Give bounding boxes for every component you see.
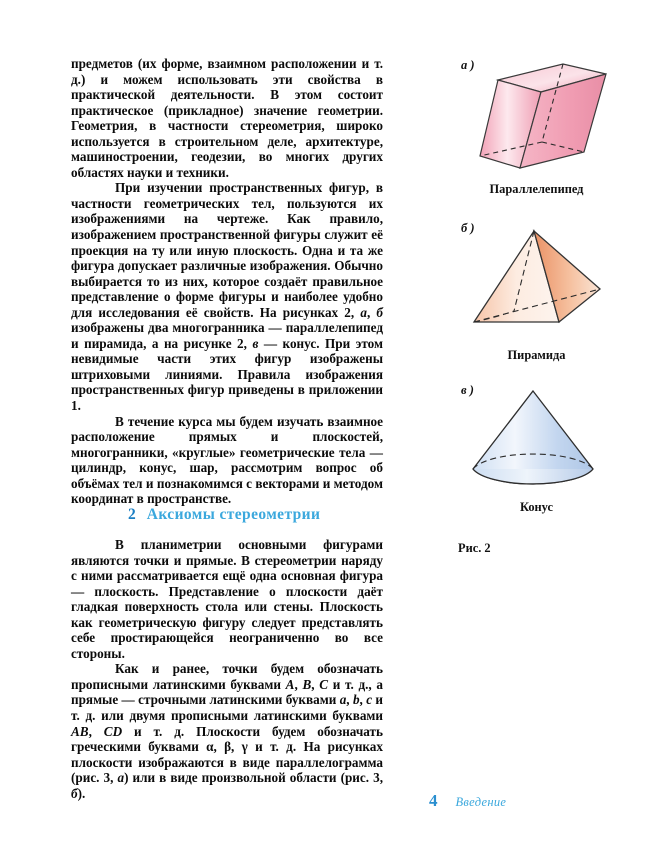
figure-caption-pyramid: Пирамида: [507, 348, 566, 362]
figure-cone: [458, 381, 643, 515]
paragraph-5-text-part-2: и т. д., а прямые — строчными латинскими буквами: [71, 676, 383, 708]
paragraph-1: предметов (их форме, взаимном расположении и т. д.) и можем использовать эти свойства в практической деятельности. В этом состоит практическое (прикладное) значение геометрии. Геометрия, в частности стереометрия, широко используется в строительном деле, архитектуре, машиностроении, геодезии, во многих других областях науки и техники.: [71, 56, 383, 180]
figure-letter-b: б ): [461, 221, 475, 235]
paragraph-5-text-part-6: ).: [77, 785, 86, 801]
figure-parallelepiped: [458, 56, 643, 197]
line-label-CD: CD: [103, 723, 123, 739]
paragraph-5: [71, 661, 383, 801]
line-label-c: c: [366, 692, 373, 708]
paragraph-2-text-part-4: —: [258, 335, 283, 351]
parallelepiped-illustration: [458, 56, 643, 181]
paragraph-4: [71, 537, 383, 661]
line-label-b: b: [352, 692, 360, 708]
body-text-column: [71, 56, 383, 507]
figure-pyramid: [458, 219, 643, 363]
sep-4: ,: [346, 692, 353, 708]
figure-caption-parallelepiped: Параллелепипед: [489, 182, 584, 196]
figure-letter-c: в ): [461, 383, 474, 397]
point-label-A: A: [285, 676, 295, 692]
sep-1: ,: [366, 304, 377, 320]
figure-ref-a: а: [360, 304, 367, 320]
section-title: Аксиомы стереометрии: [146, 506, 321, 523]
sep-3: ,: [311, 676, 320, 692]
term-cone: конус: [282, 335, 317, 351]
point-label-C: C: [319, 676, 329, 692]
sep-6: ,: [88, 723, 104, 739]
term-plane: плоскость: [94, 583, 156, 599]
point-label-B: B: [302, 676, 312, 692]
body-text-column-lower: [71, 537, 383, 801]
section-heading: [128, 506, 320, 524]
pyramid-illustration: [458, 219, 643, 347]
paragraph-4-text-part-1: В планиметрии основными фигурами являются точки и прямые. В стереометрии наряду с ними рассматривается ещё одна основная фигура —: [71, 537, 383, 599]
paragraph-5-text-part-4: и т. д. Плоскости будем обозначать греческими буквами α, β, γ и т. д. На рисунках плоскости изображаются в виде параллелограмма (рис. 3,: [71, 723, 383, 786]
paragraph-4-text-part-2: . Представление о плоскости даёт гладкая поверхность стола или стены. Плоскость как геометрическую фигуру следует представлять себе простирающейся неограниченно во все стороны.: [71, 583, 384, 661]
cone-illustration: [458, 381, 643, 499]
page-footer: [429, 791, 506, 811]
paragraph-2-text-part-1: При изучении пространственных фигур, в частности геометрических тел, пользуются их изображениями на чертеже. Как правило, изображением пространственной фигуры служит её проекция на ту или иную плоскость. Одна и та же фигура допускает различные изображения. Обычно выбирается то из них, которое создаёт правильное представление о форме фигуры и наиболее удобно для исследования её свойств. На рисунках 2,: [71, 180, 383, 320]
paragraph-2-text-part-3: , а на рисунке 2,: [143, 335, 253, 351]
figure-ref-v: в: [252, 335, 259, 351]
sep-2: ,: [294, 676, 303, 692]
footer-section-label: Введение: [455, 795, 507, 809]
figure-letter-a: а ): [461, 58, 475, 72]
paragraph-2-text-part-2: изображены два многогранника —: [71, 320, 286, 336]
term-parallelepiped-pyramid: параллелепипед и пирамида: [71, 320, 383, 351]
paragraph-5-text-part-1: Как и ранее, точки будем обозначать прописными латинскими буквами: [71, 661, 383, 692]
section-number: 2: [128, 506, 136, 523]
figure-ref-b: б: [376, 304, 383, 320]
paragraph-3: В течение курса мы будем изучать взаимное расположение прямых и плоскостей, многогранники, «круглые» геометрические тела — цилиндр, конус, шар, рассмотрим вопрос об объёмах тел и познакомимся с векторами и методом координат в пространстве.: [71, 413, 383, 507]
paragraph-5-text-part-5: ) или в виде произвольной области (рис. 3,: [124, 770, 383, 786]
paragraph-2-text-part-5: . При этом невидимые части этих фигур изображены штриховыми линиями. Правила изображения пространственных фигур приведены в приложении 1.: [71, 335, 383, 414]
figure-group-number: Рис. 2: [458, 541, 491, 555]
paragraph-2: [71, 180, 383, 413]
figure-column: [458, 56, 643, 515]
line-label-a: a: [339, 692, 347, 708]
line-label-AB: AB: [71, 723, 89, 739]
figure-ref-3a: а: [117, 770, 125, 786]
figure-caption-cone: Конус: [519, 500, 553, 514]
figure-ref-3b: б: [71, 785, 78, 801]
sep-5: ,: [359, 692, 367, 708]
paragraph-5-text-part-3: и т. д. или двумя прописными латинскими буквами: [71, 692, 383, 724]
page-number: 4: [429, 791, 438, 810]
